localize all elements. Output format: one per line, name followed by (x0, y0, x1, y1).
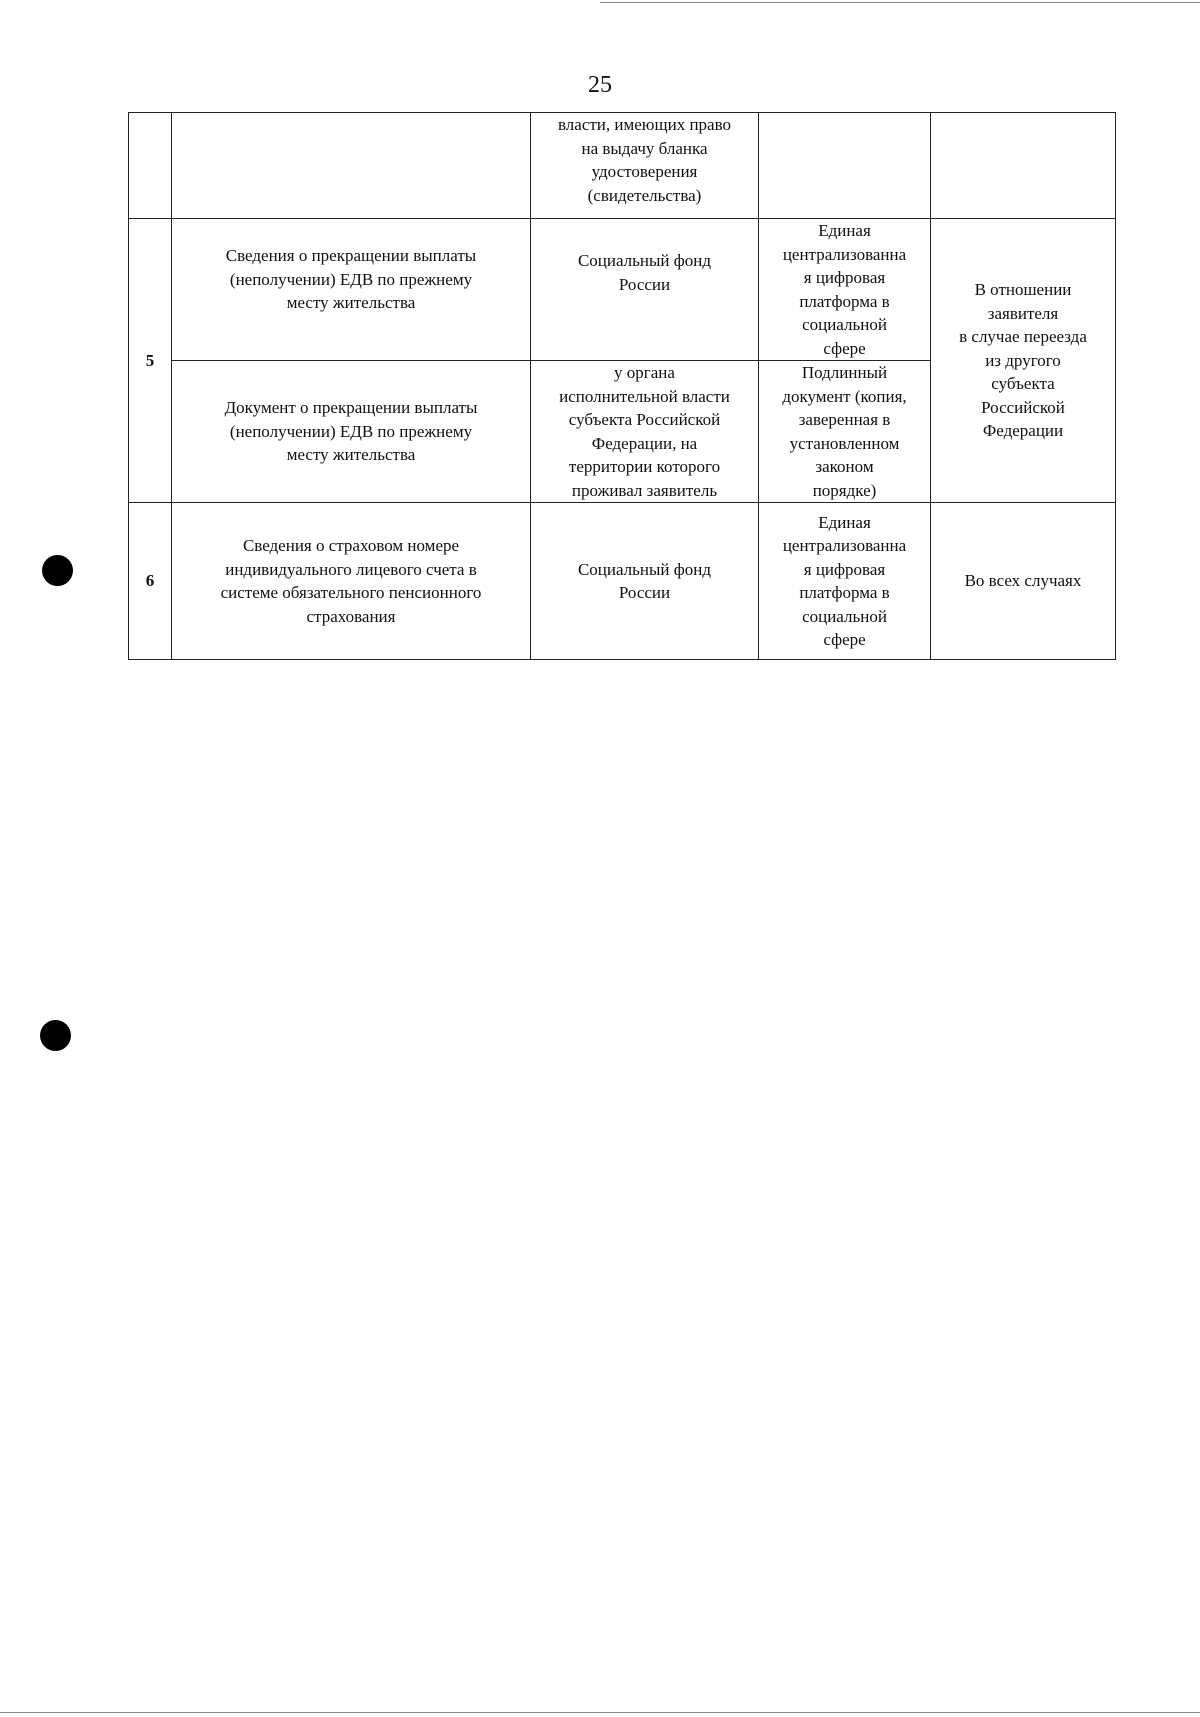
form-cell (759, 219, 931, 361)
condition-cell (931, 219, 1116, 503)
document-text: Документ о прекращении выплаты (неполучении) ЕДВ по прежнему месту жительства (224, 398, 478, 465)
row-number-cell: 6 (129, 503, 172, 660)
source-text: власти, имеющих право на выдачу бланка удостоверения (свидетельства) (558, 115, 731, 205)
binder-hole-mark (40, 1020, 71, 1051)
table-row (129, 503, 1116, 660)
documents-table (128, 112, 1116, 660)
document-cell (172, 219, 531, 361)
document-cell (172, 361, 531, 503)
condition-cell (931, 113, 1116, 219)
form-text: Единая централизованна я цифровая платформа в социальной сфере (782, 512, 907, 649)
form-text: Подлинный документ (копия, заверенная в установленном законом порядке) (782, 363, 907, 500)
source-cell (531, 361, 759, 503)
document-cell (172, 113, 531, 219)
source-text: Социальный фонд России (577, 559, 712, 602)
source-cell (531, 113, 759, 219)
source-text: Социальный фонд России (577, 251, 712, 294)
document-text: Сведения о страховом номере индивидуального лицевого счета в системе обязательного пенсионного страхования (220, 536, 482, 626)
condition-cell (931, 503, 1116, 660)
condition-text: В отношении заявителя в случае переезда из другого субъекта Российской Федерации (959, 280, 1087, 441)
table-row (129, 219, 1116, 361)
form-text: Единая централизованна я цифровая платформа в социальной сфере (782, 221, 907, 358)
form-cell (759, 113, 931, 219)
source-cell (531, 503, 759, 660)
top-edge-line (600, 2, 1200, 3)
form-cell (759, 503, 931, 660)
source-cell (531, 219, 759, 361)
page-number: 25 (588, 72, 612, 98)
source-text: у органа исполнительной власти субъекта Российской Федерации, на территории которого проживал заявитель (559, 363, 730, 500)
row-number-cell: 5 (129, 219, 172, 503)
document-cell (172, 503, 531, 660)
bottom-edge-line (0, 1712, 1200, 1713)
document-text: Сведения о прекращении выплаты (неполучении) ЕДВ по прежнему месту жительства (225, 246, 477, 313)
form-cell (759, 361, 931, 503)
row-number-cell (129, 113, 172, 219)
table-row (129, 113, 1116, 219)
condition-text: Во всех случаях (964, 571, 1082, 591)
binder-hole-mark (42, 555, 73, 586)
